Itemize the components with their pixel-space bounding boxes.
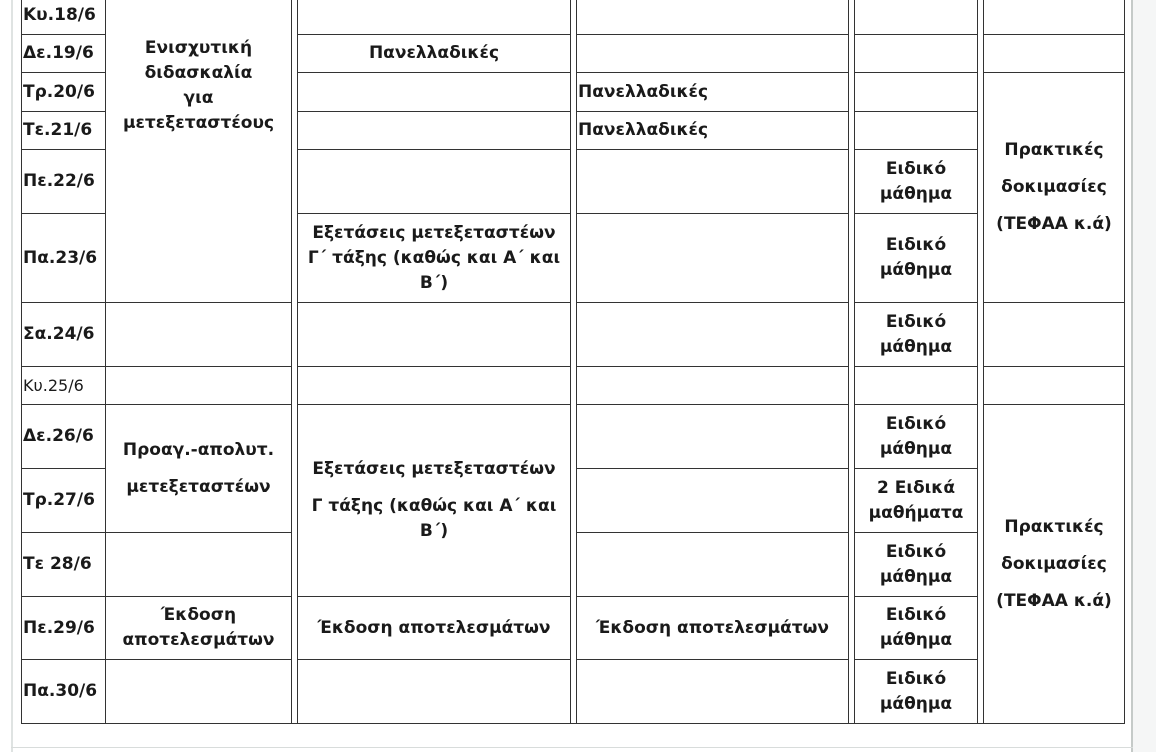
empty-cell: [577, 150, 849, 214]
empty-cell: [106, 303, 292, 367]
empty-cell: [855, 0, 978, 35]
empty-cell: [298, 660, 571, 724]
special-subject-cell: Ειδικό μάθημα: [855, 597, 978, 660]
empty-cell: [577, 303, 849, 367]
empty-cell: [106, 367, 292, 405]
empty-cell: [855, 112, 978, 150]
results-cell: Έκδοση αποτελεσμάτων: [577, 597, 849, 660]
remedial-teaching-cell: Ενισχυτική διδασκαλία για μετεξεταστέους: [106, 0, 292, 303]
empty-cell: [298, 303, 571, 367]
results-cell: Έκδοση αποτελεσμάτων: [298, 597, 571, 660]
empty-cell: [298, 150, 571, 214]
empty-cell: [298, 367, 571, 405]
day-cell: Τρ.20/6: [22, 73, 106, 112]
day-cell: Δε.19/6: [22, 35, 106, 73]
day-cell: Κυ.25/6: [22, 367, 106, 405]
panhellenic-cell: Πανελλαδικές: [577, 112, 849, 150]
empty-cell: [577, 405, 849, 469]
empty-cell: [298, 0, 571, 35]
special-subject-cell: Ειδικό μάθημα: [855, 150, 978, 214]
empty-cell: [106, 533, 292, 597]
empty-cell: [855, 73, 978, 112]
empty-cell: [984, 303, 1125, 367]
empty-cell: [577, 367, 849, 405]
empty-cell: [855, 35, 978, 73]
special-subject-cell: Ειδικό μάθημα: [855, 405, 978, 469]
empty-cell: [298, 112, 571, 150]
day-cell: Τε 28/6: [22, 533, 106, 597]
panhellenic-cell: Πανελλαδικές: [298, 35, 571, 73]
page-frame-left: [11, 0, 13, 752]
special-subject-cell: Ειδικό μάθημα: [855, 533, 978, 597]
day-cell: Πε.29/6: [22, 597, 106, 660]
promotion-cell: Προαγ.-απολυτ. μετεξεταστέων: [106, 405, 292, 533]
day-cell: Τε.21/6: [22, 112, 106, 150]
day-cell: Τρ.27/6: [22, 469, 106, 533]
resit-exams-line1: Εξετάσεις μετεξεταστέων: [312, 459, 556, 479]
empty-cell: [984, 35, 1125, 73]
special-subject-cell: Ειδικό μάθημα: [855, 303, 978, 367]
results-cell: Έκδοση αποτελεσμάτων: [106, 597, 292, 660]
resit-exams-cell: [298, 405, 571, 597]
empty-cell: [577, 0, 849, 35]
empty-cell: [106, 660, 292, 724]
day-cell: Πα.23/6: [22, 214, 106, 303]
empty-cell: [298, 73, 571, 112]
empty-cell: [984, 0, 1125, 35]
day-cell: Κυ.18/6: [22, 0, 106, 35]
special-subjects-cell: 2 Ειδικά μαθήματα: [855, 469, 978, 533]
empty-cell: [855, 367, 978, 405]
empty-cell: [577, 35, 849, 73]
day-cell: Σα.24/6: [22, 303, 106, 367]
panhellenic-cell: Πανελλαδικές: [577, 73, 849, 112]
empty-cell: [577, 660, 849, 724]
empty-cell: [984, 367, 1125, 405]
day-cell: Δε.26/6: [22, 405, 106, 469]
empty-cell: [577, 533, 849, 597]
resit-exams-line2: Γ τάξης (καθώς και Α΄ και Β΄): [311, 496, 557, 541]
resit-exams-cell: Εξετάσεις μετεξεταστέων Γ΄ τάξης (καθώς και Α΄ και Β΄): [298, 214, 571, 303]
day-cell: Πα.30/6: [22, 660, 106, 724]
empty-cell: [577, 469, 849, 533]
exam-schedule-table: [21, 0, 1125, 724]
special-subject-cell: Ειδικό μάθημα: [855, 660, 978, 724]
page-margin-right: [1133, 0, 1156, 752]
page-frame-bottom: [11, 747, 1133, 748]
practical-tests-cell: Πρακτικές δοκιμασίες (ΤΕΦΑΑ κ.ά): [984, 73, 1125, 303]
practical-tests-cell: Πρακτικές δοκιμασίες (ΤΕΦΑΑ κ.ά): [984, 405, 1125, 724]
empty-cell: [577, 214, 849, 303]
day-cell: Πε.22/6: [22, 150, 106, 214]
special-subject-cell: Ειδικό μάθημα: [855, 214, 978, 303]
